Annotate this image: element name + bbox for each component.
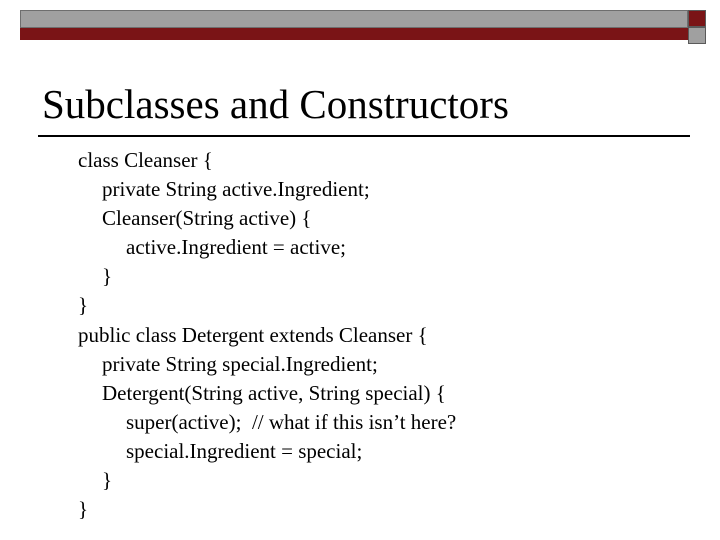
title-underline <box>38 135 690 137</box>
code-line: active.Ingredient = active; <box>126 235 346 260</box>
header-band-red <box>20 28 688 40</box>
code-line: } <box>78 293 89 318</box>
code-line: Cleanser(String active) { <box>102 206 312 231</box>
code-line: private String special.Ingredient; <box>102 351 378 376</box>
code-line: super(active); // what if this isn’t here? <box>126 409 457 434</box>
code-block <box>78 146 456 524</box>
header-band-gray <box>20 10 688 28</box>
code-line: public class Detergent extends Cleanser { <box>78 322 428 347</box>
code-line: special.Ingredient = special; <box>126 438 363 463</box>
corner-square-bottom <box>688 27 706 44</box>
code-line: Detergent(String active, String special) { <box>102 380 446 405</box>
code-line: } <box>102 468 113 493</box>
code-line: private String active.Ingredient; <box>102 177 370 202</box>
corner-square-top <box>688 10 706 27</box>
slide-title: Subclasses and Constructors <box>42 81 509 127</box>
code-line: } <box>78 497 89 522</box>
code-line: } <box>102 264 113 289</box>
code-line: class Cleanser { <box>78 148 213 172</box>
